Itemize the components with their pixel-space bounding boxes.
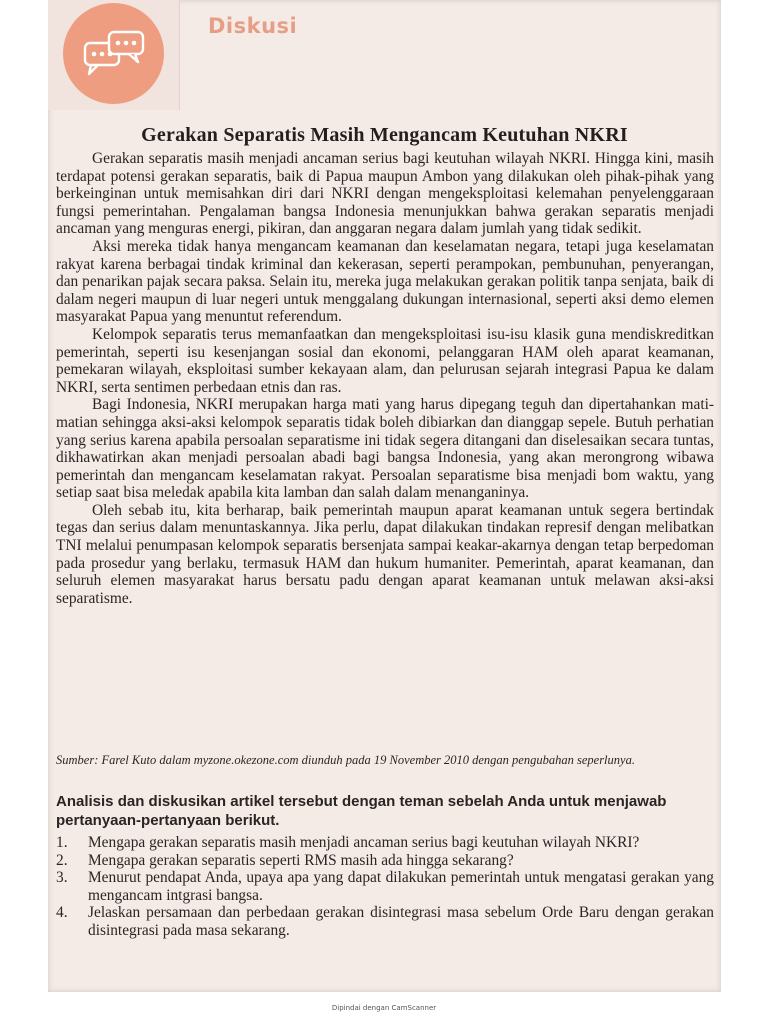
question-number: 2.: [56, 851, 68, 869]
question-number: 4.: [56, 904, 68, 921]
paragraph: Gerakan separatis masih menjadi ancaman serius bagi keutuhan wilayah NKRI. Hingga kini, masih terdapat potensi gerakan separatis, baik di Papua maupun Ambon yang dilakukan oleh pihak-pihak yang berkeinginan untuk memisahkan diri dari NKRI dengan mengeksploitasi kelemahan penyelenggaraan fungsi pemerintahan. Pengalaman bangsa Indonesia menunjukkan bahwa gerakan separatis menjadi ancaman yang menguras energi, pikiran, dan anggaran negara dalam jumlah yang tidak sedikit.: [56, 150, 714, 238]
paragraph: Aksi mereka tidak hanya mengancam keamanan dan keselamatan negara, tetapi juga keselamatan rakyat karena berbagai tindak kriminal dan kekerasan, seperti perampokan, pembunuhan, penyerangan, dan penarikan pajak secara paksa. Selain itu, mereka juga melakukan gerakan politik tanpa senjata, baik di dalam negeri maupun di luar negeri untuk menggalang dukungan internasional, seperti aksi demo elemen masyarakat Papua yang menuntut referendum.: [56, 237, 714, 326]
question-text: Jelaskan persamaan dan perbedaan gerakan disintegrasi masa sebelum Orde Baru dengan gerakan disintegrasi pada masa sekarang.: [88, 904, 714, 939]
chat-bubbles-icon: [83, 29, 145, 79]
source-citation: Sumber: Farel Kuto dalam myzone.okezone.com diunduh pada 19 November 2010 dengan pengubahan seperlunya.: [56, 753, 635, 767]
question-number: 1.: [56, 834, 68, 851]
list-item: [56, 869, 714, 904]
header-band: [48, 0, 721, 110]
document-page: [48, 0, 721, 992]
list-item: [56, 852, 714, 870]
paragraph: Bagi Indonesia, NKRI merupakan harga mati yang harus dipegang teguh dan dipertahankan mati-matian sehingga aksi-aksi kelompok separatis tidak boleh dibiarkan dan dianggap sepele. Butuh perhatian yang serius karena apabila persoalan separatisme ini tidak segera ditangani dan diselesaikan secara tuntas, dikhawatirkan akan menjadi persoalan abadi bagi bangsa Indonesia, yang akan merongrong wibawa pemerintah dan mengancam keselamatan rakyat. Persoalan separatisme bisa menjadi bom waktu, yang setiap saat bisa meledak apabila kita lamban dan salah dalam menanganinya.: [56, 396, 714, 502]
list-item: [56, 834, 714, 852]
paragraph: Kelompok separatis terus memanfaatkan dan mengeksploitasi isu-isu klasik guna mendiskreditkan pemerintah, seperti isu kesenjangan sosial dan ekonomi, pelanggaran HAM oleh aparat keamanan, pemekaran wilayah, eksploitasi sumber kekayaan alam, dan pelurusan sejarah integrasi Papua ke dalam NKRI, serta sentimen perbedaan etnis dan ras.: [56, 325, 714, 396]
header-divider: [179, 0, 180, 110]
task-instruction: Analisis dan diskusikan artikel tersebut dengan teman sebelah Anda untuk menjawab pertanyaan-pertanyaan berikut.: [56, 793, 667, 829]
question-text: Mengapa gerakan separatis masih menjadi ancaman serius bagi keutuhan wilayah NKRI?: [88, 834, 640, 851]
discussion-badge: [63, 3, 164, 104]
article-body: [56, 150, 714, 607]
scanner-watermark: Dipindai dengan CamScanner: [331, 1004, 437, 1012]
list-item: [56, 904, 714, 939]
article-title: Gerakan Separatis Masih Mengancam Keutuhan NKRI: [141, 124, 628, 146]
question-list: [56, 834, 714, 939]
paragraph: Oleh sebab itu, kita berharap, baik pemerintah maupun aparat keamanan untuk segera bertindak tegas dan serius dalam menuntaskannya. Jika perlu, dapat dilakukan tindakan represif dengan melibatkan TNI melalui penumpasan kelompok separatis bersenjata sampai keakar-akarnya dengan tetap berpedoman pada prosedur yang berlaku, termasuk HAM dan hukum humaniter. Pemerintah, aparat keamanan, dan seluruh elemen masyarakat harus bersatu padu dengan aparat keamanan untuk melawan aksi-aksi separatisme.: [56, 501, 714, 607]
question-text: Menurut pendapat Anda, upaya apa yang dapat dilakukan pemerintah untuk mengatasi gerakan yang mengancam intgrasi bangsa.: [88, 869, 714, 904]
section-title: Diskusi: [208, 14, 298, 38]
question-number: 3.: [56, 869, 68, 886]
question-text: Mengapa gerakan separatis seperti RMS masih ada hingga sekarang?: [88, 851, 514, 869]
icon-tab: [48, 0, 180, 110]
